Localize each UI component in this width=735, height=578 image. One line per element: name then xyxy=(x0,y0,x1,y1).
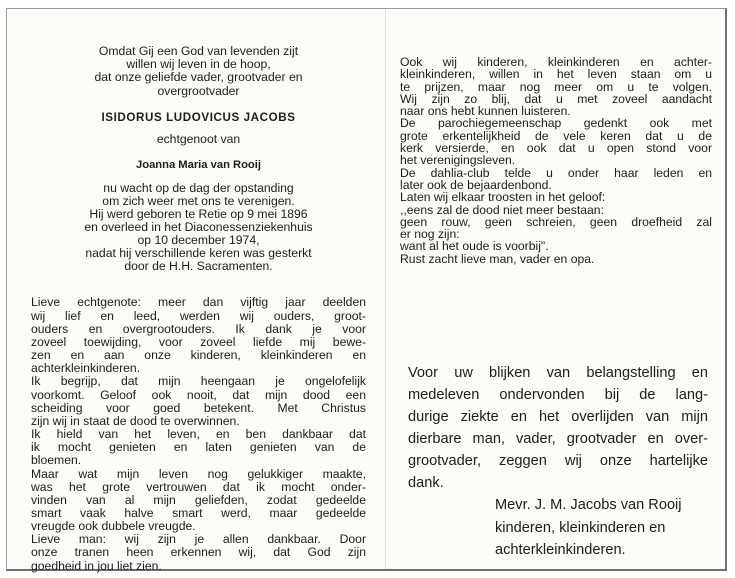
message-line: ouders en overgrootouders. Ik dank je voor xyxy=(31,321,366,336)
message-line: voorkomt. Geloof ook nooit, dat mijn dood een xyxy=(31,387,366,402)
bio-line: om zich weer met ons te verenigen. xyxy=(102,193,295,208)
family-message-line: Ook wij kinderen, kleinkinderen en achter- xyxy=(400,55,712,69)
family-message xyxy=(400,56,712,265)
family-message-line: naar ons hebt kunnen luisteren. xyxy=(400,104,571,119)
message-line: zijn wij in staat de dood te overwinnen. xyxy=(31,413,240,428)
thanks-line: durige ziekte en het overlijden van mijn xyxy=(408,409,708,425)
family-message-line: Rust zacht lieve man, vader en opa. xyxy=(400,251,595,266)
message-line: onze tranen heen erkennen wij, dat God zijn xyxy=(31,545,366,560)
family-message-line: Wij zijn zo blij, dat u met zoveel aandacht xyxy=(400,91,712,106)
biography xyxy=(31,182,366,274)
message-line: Ik hield van het leven, en ben dankbaar dat xyxy=(31,427,366,442)
message-line: ik mocht genieten en laten genieten van de xyxy=(31,440,366,455)
intro-line: Omdat Gij een God van levenden zijt xyxy=(98,44,299,58)
bio-line: op 10 december 1974, xyxy=(137,233,260,248)
signature-block xyxy=(495,494,720,562)
family-message-line: Laten wij elkaar troosten in het geloof: xyxy=(400,190,606,205)
signature-line: kinderen, kleinkinderen en xyxy=(495,519,666,536)
bio-line: door de H.H. Sacramenten. xyxy=(124,259,273,274)
message-line: scheiding voor goed betekent. Met Christus xyxy=(31,400,366,415)
message-line: zen en aan onze kinderen, kleinkinderen en xyxy=(31,348,366,363)
family-message-line: geen rouw, geen schreien, geen droefheid zal xyxy=(400,214,712,229)
bio-line: nu wacht op de dag der opstanding xyxy=(103,180,294,195)
message-line: smart vaak halve smart werd, maar gedeelde xyxy=(31,505,366,520)
message-line: Lieve man: wij zijn je allen dankbaar. Door xyxy=(31,532,366,547)
card-fold xyxy=(385,9,386,569)
message-line: was het grote vertrouwen dat ik mocht onder- xyxy=(31,479,366,494)
thanks-line: medeleven ondervonden bij de lang- xyxy=(408,387,708,403)
intro-text xyxy=(31,45,366,98)
right-panel xyxy=(400,45,712,265)
spouse-label: echtgenoot van xyxy=(156,131,241,146)
message-line: goedheid in jou liet zien. xyxy=(31,558,162,573)
message-line: vreugde ook dubbele vreugde. xyxy=(31,519,196,534)
left-panel xyxy=(31,45,366,573)
message-line: bloemen. xyxy=(31,453,82,468)
thanks-line: Voor uw blijken van belangstelling en xyxy=(408,365,708,381)
farewell-message xyxy=(31,296,366,572)
intro-line: dat onze geliefde vader, grootvader en xyxy=(94,70,303,85)
bio-line: en overleed in het Diaconessenziekenhuis xyxy=(84,220,313,235)
family-message-line: kleinkinderen, willen in het leven staan om u xyxy=(400,67,712,82)
message-line: wij lief en leed, werden wij ouders, groot- xyxy=(31,308,366,323)
deceased-name: ISIDORUS LUDOVICUS JACOBS xyxy=(101,110,296,124)
family-message-line: te prijzen, maar nog meer om u te volgen. xyxy=(400,79,712,94)
thanks-line: grootvader, zeggen wij onze hartelijke xyxy=(408,453,708,469)
message-line: vinden van al mijn geliefden, zodat gedeelde xyxy=(31,492,366,507)
family-message-line: De dahlia-club telde u onder haar leden en xyxy=(400,165,712,180)
signature-line: achterkleinkinderen. xyxy=(495,542,626,558)
memorial-card xyxy=(6,8,727,571)
family-message-line: grote erkentelijkheid de vele keren dat u de xyxy=(400,128,712,143)
family-message-line: het verenigingsleven. xyxy=(400,153,516,168)
bio-line: Hij werd geboren te Retie op 9 mei 1896 xyxy=(89,207,308,221)
intro-line: overgrootvader xyxy=(157,83,240,98)
thanks-line: dank. xyxy=(408,475,444,491)
intro-line: willen wij leven in de hoop, xyxy=(126,57,271,72)
family-message-line: De parochiegemeenschap gedenkt ook met xyxy=(400,116,712,131)
message-line: achterkleinkinderen. xyxy=(31,361,141,376)
thanks-note xyxy=(408,362,708,494)
message-line: Lieve echtgenote: meer dan vijftig jaar deelden xyxy=(31,295,366,310)
message-line: zoveel toewijding, voor zoveel liefde mij bewe- xyxy=(31,334,366,349)
message-line: Maar wat mijn leven nog gelukkiger maakte, xyxy=(31,466,366,481)
family-message-line: er nog zijn: xyxy=(400,227,460,242)
spouse-name: Joanna Maria van Rooij xyxy=(136,158,261,171)
signature-line: Mevr. J. M. Jacobs van Rooij xyxy=(495,497,682,513)
family-message-line: kerk versierde, en ook dat u open stond voor xyxy=(400,141,712,156)
message-line: Ik begrijp, dat mijn heengaan je ongelofelijk xyxy=(31,374,366,389)
family-message-line: want al het oude is voorbij". xyxy=(400,239,549,254)
bio-line: nadat hij verschillende keren was gesterkt xyxy=(85,246,312,261)
thanks-line: dierbare man, vader, grootvader en over- xyxy=(408,431,708,447)
family-message-line: later ook de bejaardenbond. xyxy=(400,177,552,192)
family-message-line: ,,eens zal de dood niet meer bestaan: xyxy=(400,202,604,217)
